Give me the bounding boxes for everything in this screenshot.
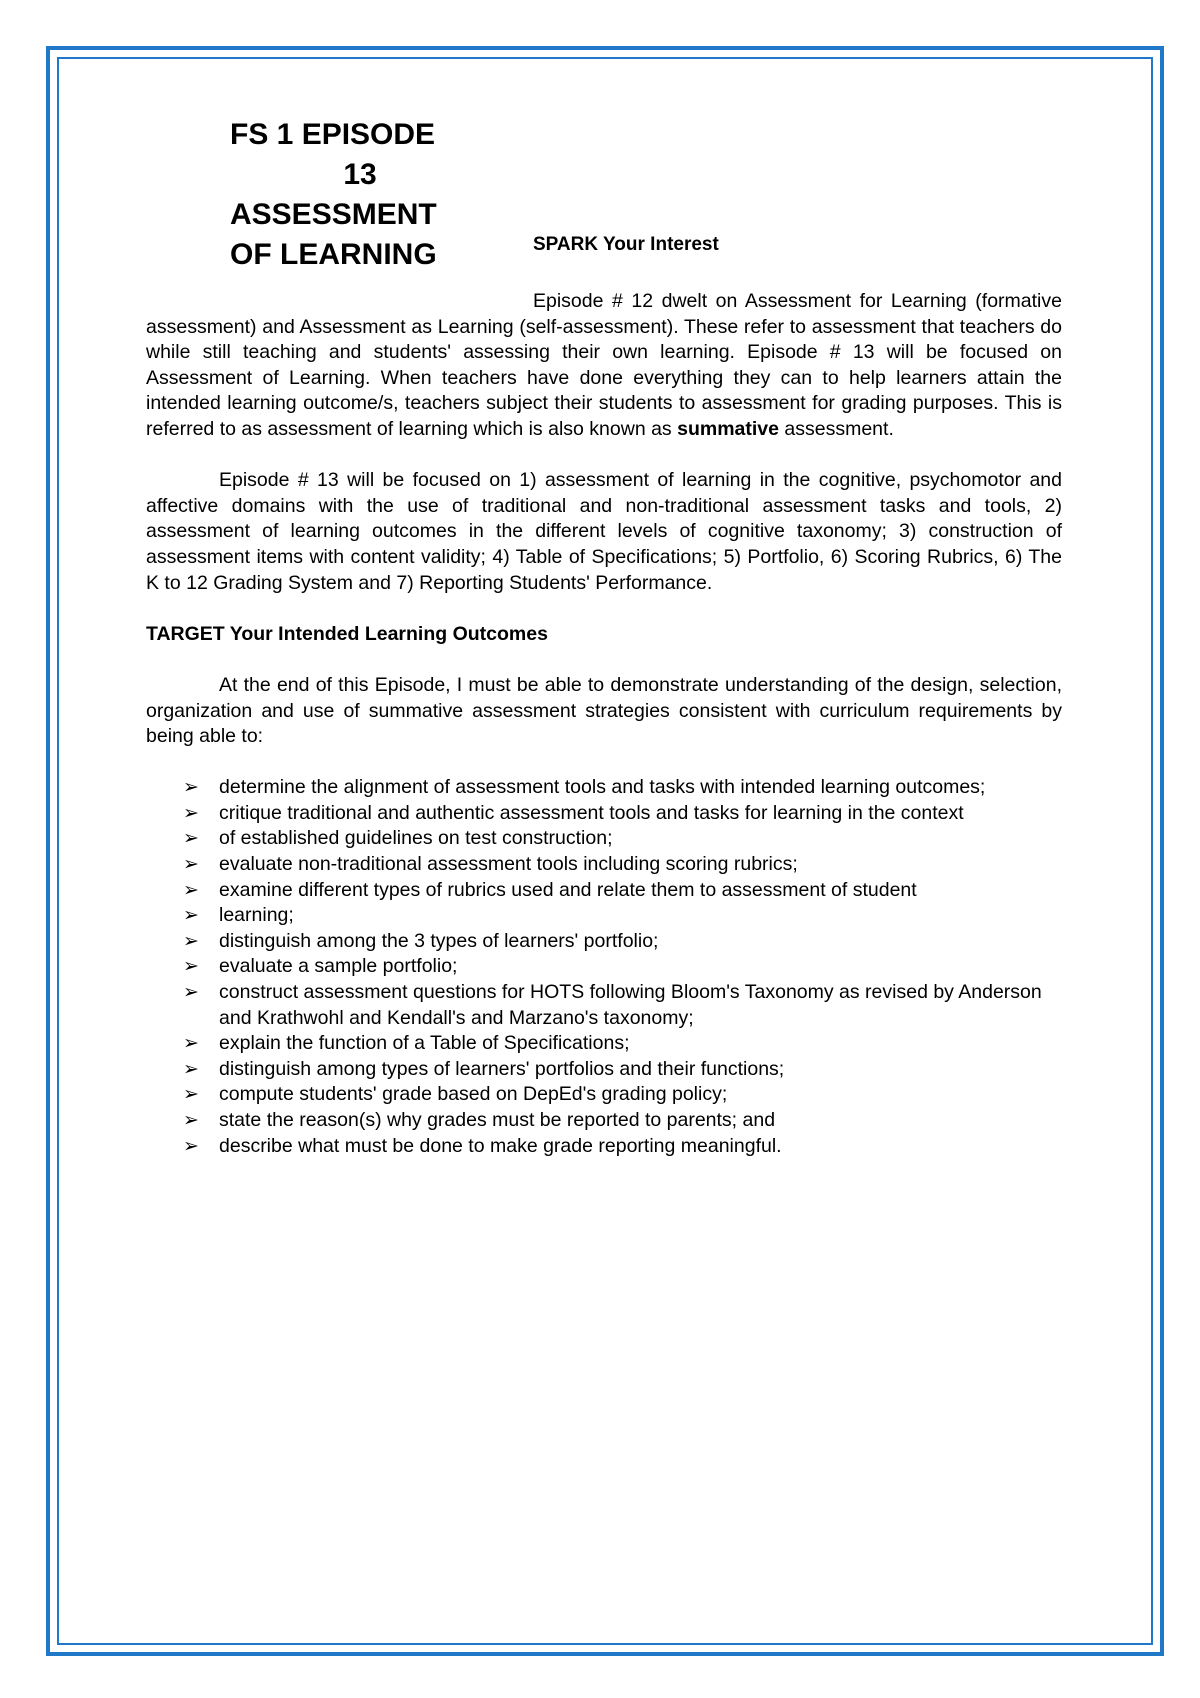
arrow-bullet-icon: ➢ <box>183 802 199 824</box>
list-item-text: evaluate a sample portfolio; <box>219 955 458 978</box>
document-body <box>146 289 1062 1159</box>
list-item <box>146 954 1062 980</box>
arrow-bullet-icon: ➢ <box>183 1135 199 1157</box>
target-heading: TARGET Your Intended Learning Outcomes <box>146 622 548 645</box>
arrow-bullet-icon: ➢ <box>183 930 199 952</box>
title-line-3: ASSESSMENT <box>230 198 437 231</box>
spark-heading: SPARK Your Interest <box>533 234 719 255</box>
list-item <box>146 801 1062 827</box>
list-item <box>146 903 1062 929</box>
intro-paragraph <box>146 289 1062 443</box>
list-item-text: of established guidelines on test construction; <box>219 827 613 850</box>
arrow-bullet-icon: ➢ <box>183 828 199 850</box>
arrow-bullet-icon: ➢ <box>183 1110 199 1131</box>
list-item <box>146 1134 1062 1160</box>
arrow-bullet-icon: ➢ <box>183 777 199 799</box>
list-item-text: state the reason(s) why grades must be reported to parents; and <box>219 1109 776 1131</box>
list-item <box>146 775 1062 801</box>
list-item-text: compute students' grade based on DepEd's grading policy; <box>219 1083 728 1106</box>
outcomes-list <box>146 775 1062 1159</box>
list-item <box>146 1031 1062 1057</box>
list-item <box>146 929 1062 955</box>
list-item-text: evaluate non-traditional assessment tools including scoring rubrics; <box>219 853 798 876</box>
list-item <box>146 980 1062 1031</box>
arrow-bullet-icon: ➢ <box>183 1058 199 1080</box>
list-item-text: describe what must be done to make grade reporting meaningful. <box>219 1134 782 1157</box>
list-item <box>146 852 1062 878</box>
arrow-bullet-icon: ➢ <box>183 905 199 927</box>
list-item <box>146 1082 1062 1108</box>
list-item-text: determine the alignment of assessment tools and tasks with intended learning outcomes; <box>219 776 986 799</box>
document-title <box>230 115 490 275</box>
arrow-bullet-icon: ➢ <box>183 879 199 901</box>
intro-text-end: assessment. <box>784 417 894 440</box>
focus-paragraph: Episode # 13 will be focused on 1) assessment of learning in the cognitive, psychomotor and affective domains with the use of traditional and non-traditional assessment tasks and tools, 2) assessment of learning outcomes in the different levels of cognitive taxonomy; 3) construction of assessment items with content validity; 4) Table of Specifications; 5) Portfolio, 6) Scoring Rubrics, 6) The K to 12 Grading System and 7) Reporting Students' Performance. <box>146 469 1062 594</box>
list-item-text: construct assessment questions for HOTS following Bloom's Taxonomy as revised by Anderson and Krathwohl and Kendall's and Marzano's taxonomy; <box>219 981 1042 1029</box>
arrow-bullet-icon: ➢ <box>183 854 199 876</box>
list-item <box>146 878 1062 904</box>
arrow-bullet-icon: ➢ <box>183 1033 199 1055</box>
list-item-text: critique traditional and authentic assessment tools and tasks for learning in the context <box>219 801 964 824</box>
list-item-text: learning; <box>219 904 294 927</box>
title-line-4: OF LEARNING <box>230 238 437 271</box>
arrow-bullet-icon: ➢ <box>183 982 199 1004</box>
list-item-text: distinguish among the 3 types of learners' portfolio; <box>219 929 659 952</box>
intro-text: Episode # 12 dwelt on Assessment for Learning (formative assessment) and Assessment as Learning (self-assessment). These refer to assessment that teachers do while still teaching and students' assessing their own learning. Episode # 13 will be focused on Assessment of Learning. When teachers have done everything they can to help learners attain the intended learning outcome/s, teachers subject their students to assessment for grading purposes. This is referred to as assessment of learning which is also known as <box>146 290 1062 440</box>
list-item <box>146 826 1062 852</box>
list-item-text: distinguish among types of learners' portfolios and their functions; <box>219 1057 785 1080</box>
arrow-bullet-icon: ➢ <box>183 1084 199 1106</box>
summative-emphasis: summative <box>677 417 779 440</box>
list-item <box>146 1057 1062 1083</box>
title-line-1: FS 1 EPISODE <box>230 118 436 151</box>
arrow-bullet-icon: ➢ <box>183 956 199 978</box>
list-item <box>146 1108 1062 1134</box>
list-item-text: examine different types of rubrics used and relate them to assessment of student <box>219 878 917 901</box>
title-line-2: 13 <box>343 158 377 191</box>
outcomes-intro-paragraph: At the end of this Episode, I must be able to demonstrate understanding of the design, selection, organization and use of summative assessment strategies consistent with curriculum requirements by being able to: <box>146 673 1062 748</box>
list-item-text: explain the function of a Table of Specifications; <box>219 1032 630 1055</box>
